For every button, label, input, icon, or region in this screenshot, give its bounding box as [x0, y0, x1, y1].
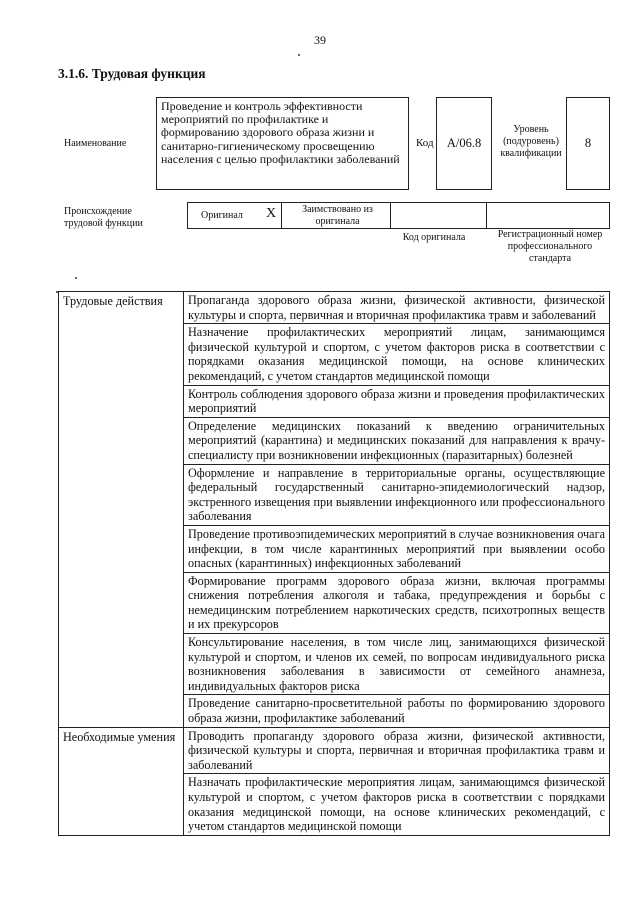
code-value: A/06.8	[436, 97, 492, 190]
labor-action-item: Назначение профилактических мероприятий лицам, занимающимся физической культурой и спортом, с учетом факторов риска в соответствии с порядками оказания медицинской помощи, на основе клинических рекомендаций, с учетом стандартов медицинской помощи	[184, 324, 610, 385]
origin-row	[187, 202, 610, 229]
skills-header: Необходимые умения	[59, 727, 184, 835]
function-name-value: Проведение и контроль эффективности мероприятий по профилактике и формированию здорового образа жизни и санитарно-гигиеническому просвещению населения с целью профилактики заболеваний	[156, 97, 409, 190]
code-original-caption: Код оригинала	[402, 232, 466, 243]
name-label: Наименование	[64, 138, 127, 149]
original-mark: X	[266, 206, 277, 221]
table-row	[59, 292, 610, 324]
labor-actions-header: Трудовые действия	[59, 292, 184, 728]
skill-item: Проводить пропаганду здорового образа жизни, физической активности, физической культуры и спорта, первичная и вторичная профилактика травм и заболеваний	[184, 727, 610, 774]
registration-number-caption: Регистрационный номер профессионального стандарта	[497, 229, 603, 264]
labor-action-item: Контроль соблюдения здорового образа жизни и проведения профилактических мероприятий	[184, 385, 610, 417]
table-row	[59, 727, 610, 774]
code-label: Код	[416, 137, 434, 149]
qualification-level-label: Уровень (подуровень) квалификации	[500, 124, 562, 159]
page-number: 39	[314, 33, 326, 47]
original-label: Оригинал	[201, 210, 243, 221]
labor-function-table	[58, 291, 610, 836]
labor-action-item: Консультирование населения, в том числе лиц, занимающихся физической культурой и спортом, и членов их семей, по вопросам индивидуального риска возникновения заболевания в зависимости от семейного анамнеза, индивидуальных факторов риска	[184, 634, 610, 695]
labor-action-item: Оформление и направление в территориальные органы, осуществляющие федеральный государственный санитарно-эпидемиологический надзор, экстренного извещения при выявлении инфекционного или профессионального заболевания	[184, 464, 610, 525]
labor-action-item: Определение медицинских показаний к введению ограничительных мероприятий (карантина) и медицинских показаний для направления к врачу-специалисту при возникновении инфекционных (паразитарных) болезней	[184, 417, 610, 464]
qualification-level-value: 8	[566, 97, 610, 190]
labor-action-item: Проведение противоэпидемических мероприятий в случае возникновения очага инфекции, в том числе карантинных мероприятий при выявлении особо опасных (карантинных) инфекционных заболеваний	[184, 525, 610, 572]
section-title: 3.1.6. Трудовая функция	[58, 66, 206, 81]
labor-action-item: Формирование программ здорового образа жизни, включая программы снижения потребления алкоголя и табака, предупреждения и борьбы с немедицинским потреблением наркотических средств, психотропных веществ и их прекурсоров	[184, 572, 610, 633]
labor-action-item: Пропаганда здорового образа жизни, физической активности, физической культуры и спорта, первичная и вторичная профилактика травм и заболеваний	[184, 292, 610, 324]
scan-speck	[75, 277, 77, 279]
skill-item: Назначать профилактические мероприятия лицам, занимающимся физической культурой и спортом, с учетом факторов риска в соответствии с порядками оказания медицинской помощи, на основе клинических рекомендаций, с учетом стандартов медицинской помощи	[184, 774, 610, 835]
borrowed-label: Заимствовано из оригинала	[302, 204, 373, 227]
origin-divider	[486, 203, 487, 228]
origin-divider	[281, 203, 282, 228]
scan-speck	[298, 54, 300, 56]
origin-label: Происхождение трудовой функции	[64, 206, 143, 229]
labor-action-item: Проведение санитарно-просветительной работы по формированию здорового образа жизни, профилактике заболеваний	[184, 695, 610, 727]
